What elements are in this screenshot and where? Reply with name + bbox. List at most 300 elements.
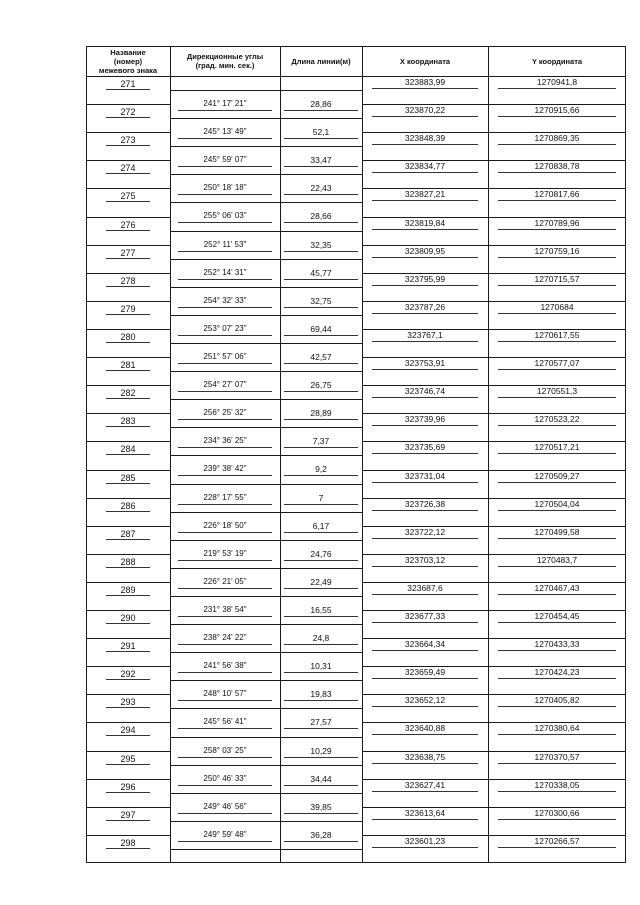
point-name: 295 xyxy=(120,753,136,764)
row-divider xyxy=(170,512,362,513)
value-underline xyxy=(498,453,616,454)
row-divider xyxy=(170,849,362,850)
row-divider xyxy=(170,793,362,794)
value-underline xyxy=(372,285,478,286)
y-coordinate: 1270499,58 xyxy=(534,526,580,537)
direction-angle: 228° 17' 55" xyxy=(203,492,247,502)
value-underline xyxy=(106,426,150,427)
value-underline xyxy=(178,785,272,786)
x-coordinate: 323735,69 xyxy=(404,442,446,453)
value-underline xyxy=(498,285,616,286)
y-coordinate: 1270405,82 xyxy=(534,695,580,706)
row-divider xyxy=(86,385,170,386)
line-length: 28,66 xyxy=(310,211,332,222)
x-coordinate: 323739,96 xyxy=(404,414,446,425)
row-divider xyxy=(86,217,170,218)
value-underline xyxy=(498,763,616,764)
value-underline xyxy=(178,560,272,561)
value-underline xyxy=(106,679,150,680)
value-underline xyxy=(372,791,478,792)
row-divider xyxy=(170,287,362,288)
header-x: X координата xyxy=(399,56,451,66)
line-length: 22,43 xyxy=(310,183,332,194)
value-underline xyxy=(106,286,150,287)
value-underline xyxy=(178,757,272,758)
point-name: 272 xyxy=(120,107,136,118)
direction-angle: 250° 18' 18" xyxy=(203,183,247,193)
value-underline xyxy=(284,532,358,533)
value-underline xyxy=(498,706,616,707)
row-divider xyxy=(170,202,362,203)
value-underline xyxy=(106,314,150,315)
line-length: 42,57 xyxy=(310,352,332,363)
x-coordinate: 323767,1 xyxy=(407,329,443,340)
line-length: 19,83 xyxy=(310,689,332,700)
value-underline xyxy=(284,335,358,336)
value-underline xyxy=(372,172,478,173)
row-divider xyxy=(86,441,170,442)
direction-angle: 226° 21' 05" xyxy=(203,576,247,586)
value-underline xyxy=(178,700,272,701)
row-divider xyxy=(86,273,170,274)
line-length: 36,28 xyxy=(310,829,332,840)
row-divider xyxy=(86,498,170,499)
value-underline xyxy=(372,819,478,820)
value-underline xyxy=(106,707,150,708)
value-underline xyxy=(498,257,616,258)
value-underline xyxy=(106,511,150,512)
line-length: 22,49 xyxy=(310,576,332,587)
x-coordinate: 323870,22 xyxy=(404,105,446,116)
direction-angle: 226° 18' 50" xyxy=(203,520,247,530)
value-underline xyxy=(284,504,358,505)
line-length: 7,37 xyxy=(312,436,330,447)
y-coordinate: 1270266,57 xyxy=(534,835,580,846)
value-underline xyxy=(178,138,272,139)
direction-angle: 251° 57' 06" xyxy=(203,352,247,362)
value-underline xyxy=(178,363,272,364)
point-name: 291 xyxy=(120,641,136,652)
x-coordinate: 323687,6 xyxy=(407,582,443,593)
value-underline xyxy=(498,566,616,567)
row-divider xyxy=(86,666,170,667)
value-underline xyxy=(498,397,616,398)
row-divider xyxy=(86,807,170,808)
value-underline xyxy=(178,616,272,617)
value-underline xyxy=(284,279,358,280)
point-name: 297 xyxy=(120,809,136,820)
direction-angle: 255° 06' 03" xyxy=(203,211,247,221)
line-length: 32,35 xyxy=(310,239,332,250)
x-coordinate: 323787,26 xyxy=(404,301,446,312)
direction-angle: 249° 59' 48" xyxy=(203,829,247,839)
value-underline xyxy=(372,453,478,454)
value-underline xyxy=(284,251,358,252)
point-name: 285 xyxy=(120,472,136,483)
row-divider xyxy=(170,708,362,709)
value-underline xyxy=(178,813,272,814)
x-coordinate: 323809,95 xyxy=(404,245,446,256)
row-divider xyxy=(170,118,362,119)
value-underline xyxy=(284,166,358,167)
value-underline xyxy=(284,588,358,589)
row-divider xyxy=(86,610,170,611)
row-divider xyxy=(170,484,362,485)
line-length: 39,85 xyxy=(310,801,332,812)
value-underline xyxy=(372,622,478,623)
x-coordinate: 323703,12 xyxy=(404,554,446,565)
direction-angle: 256° 25' 32" xyxy=(203,408,247,418)
direction-angle: 250° 46' 33" xyxy=(203,773,247,783)
value-underline xyxy=(178,841,272,842)
row-divider xyxy=(86,188,170,189)
header-angles: Дирекционные углы (град. мин. сек.) xyxy=(186,52,264,70)
value-underline xyxy=(372,397,478,398)
line-length: 28,86 xyxy=(310,99,332,110)
value-underline xyxy=(372,706,478,707)
value-underline xyxy=(498,819,616,820)
value-underline xyxy=(498,678,616,679)
line-length: 69,44 xyxy=(310,323,332,334)
row-divider xyxy=(86,413,170,414)
x-coordinate: 323726,38 xyxy=(404,498,446,509)
value-underline xyxy=(372,341,478,342)
header-name: Название (номер) межевого знака xyxy=(98,47,158,75)
value-underline xyxy=(284,222,358,223)
value-underline xyxy=(372,229,478,230)
value-underline xyxy=(178,447,272,448)
x-coordinate: 323652,12 xyxy=(404,695,446,706)
value-underline xyxy=(284,363,358,364)
value-underline xyxy=(284,194,358,195)
y-coordinate: 1270300,66 xyxy=(534,807,580,818)
value-underline xyxy=(284,419,358,420)
value-underline xyxy=(372,425,478,426)
direction-angle: 252° 14' 31" xyxy=(203,267,247,277)
value-underline xyxy=(106,342,150,343)
value-underline xyxy=(106,230,150,231)
value-underline xyxy=(498,229,616,230)
row-divider xyxy=(170,427,362,428)
row-divider xyxy=(170,821,362,822)
value-underline xyxy=(178,588,272,589)
row-divider xyxy=(170,540,362,541)
value-underline xyxy=(178,419,272,420)
row-divider xyxy=(86,329,170,330)
value-underline xyxy=(498,313,616,314)
line-length: 10,31 xyxy=(310,661,332,672)
y-coordinate: 1270817,66 xyxy=(534,189,580,200)
value-underline xyxy=(106,483,150,484)
point-name: 294 xyxy=(120,725,136,736)
value-underline xyxy=(284,728,358,729)
row-divider xyxy=(170,765,362,766)
value-underline xyxy=(106,398,150,399)
point-name: 283 xyxy=(120,416,136,427)
value-underline xyxy=(178,194,272,195)
row-divider xyxy=(170,455,362,456)
y-coordinate: 1270684 xyxy=(540,301,574,312)
coordinates-table xyxy=(86,46,626,863)
row-divider xyxy=(86,835,170,836)
y-coordinate: 1270789,96 xyxy=(534,217,580,228)
value-underline xyxy=(372,594,478,595)
value-underline xyxy=(178,644,272,645)
row-divider xyxy=(86,751,170,752)
value-underline xyxy=(284,560,358,561)
value-underline xyxy=(106,848,150,849)
value-underline xyxy=(372,369,478,370)
row-divider xyxy=(86,526,170,527)
point-name: 279 xyxy=(120,303,136,314)
value-underline xyxy=(372,257,478,258)
point-name: 277 xyxy=(120,247,136,258)
y-coordinate: 1270517,21 xyxy=(534,442,580,453)
row-divider xyxy=(86,862,626,863)
y-coordinate: 1270433,33 xyxy=(534,639,580,650)
point-name: 298 xyxy=(120,837,136,848)
value-underline xyxy=(498,650,616,651)
value-underline xyxy=(106,623,150,624)
direction-angle: 245° 56' 41" xyxy=(203,717,247,727)
value-underline xyxy=(372,763,478,764)
value-underline xyxy=(284,813,358,814)
value-underline xyxy=(106,89,150,90)
point-name: 274 xyxy=(120,163,136,174)
direction-angle: 252° 11' 53" xyxy=(203,239,247,249)
row-divider xyxy=(170,146,362,147)
direction-angle: 234° 36' 25" xyxy=(203,436,247,446)
direction-angle: 219° 53' 19" xyxy=(203,548,247,558)
value-underline xyxy=(178,391,272,392)
line-length: 16,55 xyxy=(310,604,332,615)
value-underline xyxy=(372,88,478,89)
point-name: 288 xyxy=(120,556,136,567)
header-y: Y координата xyxy=(531,56,583,66)
point-name: 286 xyxy=(120,500,136,511)
x-coordinate: 323640,88 xyxy=(404,723,446,734)
row-divider xyxy=(170,737,362,738)
x-coordinate: 323795,99 xyxy=(404,273,446,284)
value-underline xyxy=(106,173,150,174)
x-coordinate: 323834,77 xyxy=(404,161,446,172)
value-underline xyxy=(284,110,358,111)
value-underline xyxy=(284,785,358,786)
value-underline xyxy=(372,313,478,314)
x-coordinate: 323883,99 xyxy=(404,77,446,87)
value-underline xyxy=(498,791,616,792)
row-divider xyxy=(86,638,170,639)
value-underline xyxy=(372,538,478,539)
y-coordinate: 1270454,45 xyxy=(534,611,580,622)
row-divider xyxy=(86,46,626,47)
direction-angle: 258° 03' 25" xyxy=(203,745,247,755)
header-length: Длина линии(м) xyxy=(291,56,351,66)
y-coordinate: 1270577,07 xyxy=(534,358,580,369)
x-coordinate: 323753,91 xyxy=(404,358,446,369)
value-underline xyxy=(284,672,358,673)
value-underline xyxy=(106,539,150,540)
row-divider xyxy=(170,624,362,625)
y-coordinate: 1270467,43 xyxy=(534,582,580,593)
direction-angle: 253° 07' 23" xyxy=(203,323,247,333)
direction-angle: 241° 17' 21" xyxy=(203,99,247,109)
value-underline xyxy=(498,734,616,735)
row-divider xyxy=(86,779,170,780)
direction-angle: 249° 46' 56" xyxy=(203,801,247,811)
value-underline xyxy=(498,510,616,511)
value-underline xyxy=(106,370,150,371)
point-name: 281 xyxy=(120,360,136,371)
value-underline xyxy=(372,116,478,117)
value-underline xyxy=(178,504,272,505)
direction-angle: 231° 38' 54" xyxy=(203,604,247,614)
y-coordinate: 1270715,57 xyxy=(534,273,580,284)
row-divider xyxy=(86,722,170,723)
row-divider xyxy=(170,315,362,316)
x-coordinate: 323664,34 xyxy=(404,639,446,650)
point-name: 276 xyxy=(120,219,136,230)
row-divider xyxy=(86,132,170,133)
row-divider xyxy=(86,160,170,161)
row-divider xyxy=(170,399,362,400)
value-underline xyxy=(106,145,150,146)
value-underline xyxy=(178,166,272,167)
point-name: 284 xyxy=(120,444,136,455)
value-underline xyxy=(106,454,150,455)
value-underline xyxy=(106,201,150,202)
direction-angle: 241° 56' 38" xyxy=(203,661,247,671)
value-underline xyxy=(498,538,616,539)
direction-angle: 239° 38' 42" xyxy=(203,464,247,474)
value-underline xyxy=(106,792,150,793)
x-coordinate: 323722,12 xyxy=(404,526,446,537)
direction-angle: 254° 27' 07" xyxy=(203,380,247,390)
y-coordinate: 1270380,64 xyxy=(534,723,580,734)
value-underline xyxy=(178,251,272,252)
value-underline xyxy=(284,841,358,842)
direction-angle: 254° 32' 33" xyxy=(203,295,247,305)
value-underline xyxy=(372,847,478,848)
value-underline xyxy=(498,482,616,483)
value-underline xyxy=(498,116,616,117)
value-underline xyxy=(178,110,272,111)
value-underline xyxy=(372,734,478,735)
value-underline xyxy=(106,651,150,652)
line-length: 32,75 xyxy=(310,295,332,306)
row-divider xyxy=(86,357,170,358)
direction-angle: 245° 59' 07" xyxy=(203,155,247,165)
value-underline xyxy=(498,847,616,848)
value-underline xyxy=(178,279,272,280)
value-underline xyxy=(178,335,272,336)
value-underline xyxy=(284,307,358,308)
value-underline xyxy=(284,475,358,476)
value-underline xyxy=(372,566,478,567)
value-underline xyxy=(178,728,272,729)
x-coordinate: 323827,21 xyxy=(404,189,446,200)
row-divider xyxy=(86,245,170,246)
point-name: 296 xyxy=(120,781,136,792)
x-coordinate: 323638,75 xyxy=(404,751,446,762)
value-underline xyxy=(372,200,478,201)
line-length: 26,75 xyxy=(310,380,332,391)
value-underline xyxy=(106,258,150,259)
row-divider xyxy=(170,174,362,175)
point-name: 290 xyxy=(120,613,136,624)
value-underline xyxy=(498,172,616,173)
row-divider xyxy=(170,90,362,91)
value-underline xyxy=(498,341,616,342)
value-underline xyxy=(372,482,478,483)
row-divider xyxy=(86,554,170,555)
y-coordinate: 1270551,3 xyxy=(536,386,578,397)
row-divider xyxy=(170,680,362,681)
value-underline xyxy=(178,532,272,533)
point-name: 275 xyxy=(120,191,136,202)
point-name: 293 xyxy=(120,697,136,708)
line-length: 6,17 xyxy=(312,520,330,531)
point-name: 278 xyxy=(120,275,136,286)
point-name: 273 xyxy=(120,135,136,146)
y-coordinate: 1270370,57 xyxy=(534,751,580,762)
x-coordinate: 323677,33 xyxy=(404,611,446,622)
value-underline xyxy=(372,678,478,679)
y-coordinate: 1270338,05 xyxy=(534,779,580,790)
value-underline xyxy=(372,650,478,651)
value-underline xyxy=(498,425,616,426)
y-coordinate: 1270483,7 xyxy=(536,554,578,565)
row-divider xyxy=(170,231,362,232)
value-underline xyxy=(284,391,358,392)
value-underline xyxy=(106,595,150,596)
value-underline xyxy=(178,307,272,308)
value-underline xyxy=(284,138,358,139)
value-underline xyxy=(106,735,150,736)
value-underline xyxy=(498,369,616,370)
y-coordinate: 1270838,78 xyxy=(534,161,580,172)
y-coordinate: 1270869,35 xyxy=(534,133,580,144)
value-underline xyxy=(178,475,272,476)
row-divider xyxy=(170,596,362,597)
value-underline xyxy=(498,88,616,89)
point-name: 271 xyxy=(120,79,136,89)
y-coordinate: 1270504,04 xyxy=(534,498,580,509)
value-underline xyxy=(498,622,616,623)
value-underline xyxy=(106,567,150,568)
direction-angle: 238° 24' 22" xyxy=(203,633,247,643)
point-name: 292 xyxy=(120,669,136,680)
y-coordinate: 1270617,55 xyxy=(534,329,580,340)
point-name: 289 xyxy=(120,584,136,595)
point-name: 280 xyxy=(120,331,136,342)
x-coordinate: 323819,84 xyxy=(404,217,446,228)
x-coordinate: 323731,04 xyxy=(404,470,446,481)
line-length: 28,89 xyxy=(310,408,332,419)
line-length: 7 xyxy=(318,492,324,503)
line-length: 24,8 xyxy=(312,633,330,644)
value-underline xyxy=(498,144,616,145)
row-divider xyxy=(170,652,362,653)
line-length: 52,1 xyxy=(312,127,330,138)
value-underline xyxy=(284,757,358,758)
value-underline xyxy=(284,644,358,645)
direction-angle: 248° 10' 57" xyxy=(203,689,247,699)
value-underline xyxy=(106,117,150,118)
value-underline xyxy=(178,672,272,673)
x-coordinate: 323627,41 xyxy=(404,779,446,790)
y-coordinate: 1270509,27 xyxy=(534,470,580,481)
